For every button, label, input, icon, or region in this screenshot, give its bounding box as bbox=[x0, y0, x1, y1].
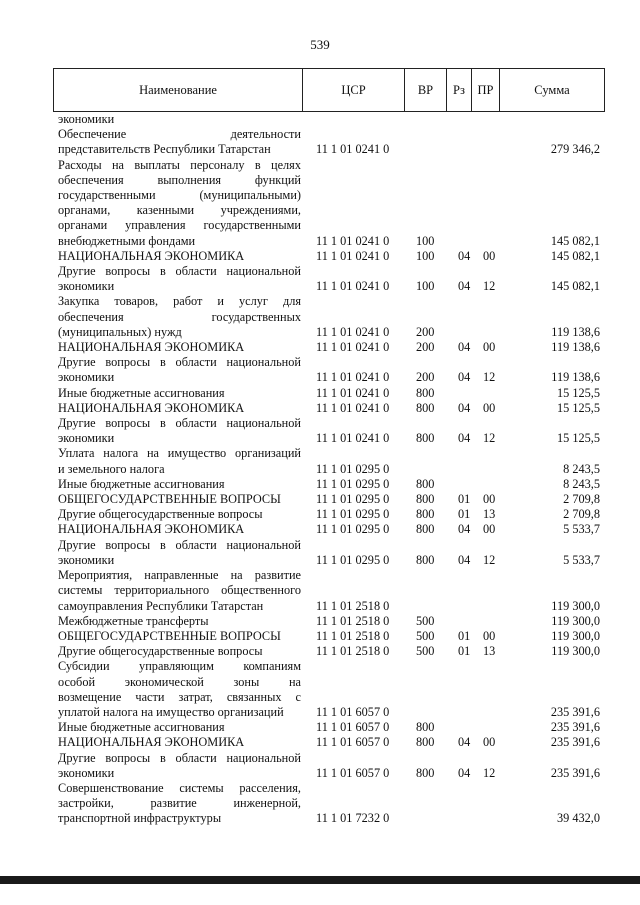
row-rz: 01 bbox=[458, 644, 471, 659]
row-name-line: обеспечения государственных bbox=[58, 309, 301, 324]
row-rz: 01 bbox=[458, 492, 471, 507]
row-sum: 5 533,7 bbox=[563, 552, 600, 567]
row-vr: 100 bbox=[416, 233, 435, 248]
row-sum: 8 243,5 bbox=[563, 461, 600, 476]
row-sum: 39 432,0 bbox=[556, 811, 600, 826]
header-csr: ЦСР bbox=[303, 69, 405, 112]
row-csr: 11 1 01 0295 0 bbox=[316, 461, 390, 476]
row-name-line: НАЦИОНАЛЬНАЯ ЭКОНОМИКА bbox=[58, 522, 245, 537]
header-sum: Сумма bbox=[500, 69, 605, 112]
table-row bbox=[58, 401, 608, 416]
row-name-line: Другие общегосударственные вопросы bbox=[58, 644, 263, 659]
row-csr: 11 1 01 0295 0 bbox=[316, 552, 390, 567]
scan-edge-bar bbox=[0, 876, 640, 884]
table-row bbox=[58, 659, 608, 720]
row-name-line: обеспечения выполнения функций bbox=[58, 172, 301, 187]
row-name-line: Другие вопросы в области национальной bbox=[58, 355, 301, 370]
row-name bbox=[58, 568, 301, 614]
row-vr: 800 bbox=[416, 476, 435, 491]
row-vr: 100 bbox=[416, 248, 435, 263]
row-name-line: экономики bbox=[58, 431, 115, 446]
row-name bbox=[58, 112, 301, 127]
table-row bbox=[58, 416, 608, 446]
table-row bbox=[58, 386, 608, 401]
row-name bbox=[58, 629, 301, 644]
row-name-line: Уплата налога на имущество организаций bbox=[58, 446, 301, 461]
row-rz: 04 bbox=[458, 400, 471, 415]
row-name bbox=[58, 477, 301, 492]
row-name-line: органами управления государственными bbox=[58, 218, 301, 233]
row-rz: 04 bbox=[458, 279, 471, 294]
row-pr: 12 bbox=[483, 765, 496, 780]
row-name-line: Совершенствование системы расселения, bbox=[58, 780, 301, 795]
row-rz: 01 bbox=[458, 628, 471, 643]
table-row bbox=[58, 644, 608, 659]
row-vr: 800 bbox=[416, 552, 435, 567]
row-sum: 119 138,6 bbox=[551, 340, 600, 355]
table-row bbox=[58, 538, 608, 568]
header-pr: ПР bbox=[472, 69, 500, 112]
row-sum: 145 082,1 bbox=[550, 279, 600, 294]
table-body bbox=[58, 112, 608, 827]
row-pr: 00 bbox=[483, 492, 496, 507]
row-name-line: ОБЩЕГОСУДАРСТВЕННЫЕ ВОПРОСЫ bbox=[58, 492, 281, 507]
row-name-line: самоуправления Республики Татарстан bbox=[58, 598, 264, 613]
row-csr: 11 1 01 6057 0 bbox=[316, 704, 390, 719]
row-csr: 11 1 01 0295 0 bbox=[316, 492, 390, 507]
row-csr: 11 1 01 0241 0 bbox=[316, 400, 390, 415]
row-sum: 119 300,0 bbox=[551, 628, 600, 643]
row-name-line: Другие вопросы в области национальной bbox=[58, 416, 301, 431]
row-name-line: Закупка товаров, работ и услуг для bbox=[58, 294, 301, 309]
row-csr: 11 1 01 2518 0 bbox=[316, 598, 390, 613]
row-sum: 145 082,1 bbox=[550, 233, 600, 248]
row-name bbox=[58, 127, 301, 157]
row-vr: 200 bbox=[416, 370, 435, 385]
table-row bbox=[58, 720, 608, 735]
row-name bbox=[58, 751, 301, 781]
row-name bbox=[58, 355, 301, 385]
row-csr: 11 1 01 0241 0 bbox=[316, 340, 390, 355]
row-rz: 04 bbox=[458, 735, 471, 750]
table-row bbox=[58, 568, 608, 614]
row-name bbox=[58, 735, 301, 750]
row-pr: 12 bbox=[483, 552, 496, 567]
row-name bbox=[58, 659, 301, 720]
row-pr: 00 bbox=[483, 400, 496, 415]
row-name-line: Другие вопросы в области национальной bbox=[58, 750, 301, 765]
row-name bbox=[58, 781, 301, 827]
row-rz: 04 bbox=[458, 431, 471, 446]
row-name-line: экономики bbox=[58, 112, 115, 126]
row-rz: 04 bbox=[458, 248, 471, 263]
row-pr: 00 bbox=[483, 248, 496, 263]
row-pr: 00 bbox=[483, 735, 496, 750]
row-vr: 800 bbox=[416, 385, 435, 400]
row-pr: 12 bbox=[483, 370, 496, 385]
row-sum: 235 391,6 bbox=[550, 735, 600, 750]
row-name-line: возмещение части затрат, связанных с bbox=[58, 689, 301, 704]
row-pr: 12 bbox=[483, 431, 496, 446]
row-vr: 800 bbox=[416, 765, 435, 780]
row-name-line: Субсидии управляющим компаниям bbox=[58, 659, 301, 674]
row-csr: 11 1 01 0241 0 bbox=[316, 370, 390, 385]
table-row bbox=[58, 294, 608, 340]
row-sum: 119 138,6 bbox=[551, 324, 600, 339]
row-name-line: внебюджетными фондами bbox=[58, 233, 196, 248]
table-row bbox=[58, 446, 608, 476]
row-csr: 11 1 01 6057 0 bbox=[316, 735, 390, 750]
row-sum: 119 300,0 bbox=[551, 613, 600, 628]
table-row bbox=[58, 522, 608, 537]
row-vr: 800 bbox=[416, 735, 435, 750]
row-vr: 200 bbox=[416, 324, 435, 339]
row-csr: 11 1 01 0241 0 bbox=[316, 431, 390, 446]
row-rz: 04 bbox=[458, 340, 471, 355]
row-name bbox=[58, 644, 301, 659]
row-csr: 11 1 01 0295 0 bbox=[316, 522, 390, 537]
row-name bbox=[58, 249, 301, 264]
row-vr: 800 bbox=[416, 522, 435, 537]
row-rz: 04 bbox=[458, 370, 471, 385]
row-csr: 11 1 01 0295 0 bbox=[316, 476, 390, 491]
row-name-line: представительств Республики Татарстан bbox=[58, 142, 271, 157]
row-name-line: Иные бюджетные ассигнования bbox=[58, 385, 225, 400]
row-pr: 12 bbox=[483, 279, 496, 294]
row-name-line: Обеспечение деятельности bbox=[58, 127, 301, 142]
row-sum: 5 533,7 bbox=[563, 522, 600, 537]
table-row bbox=[58, 492, 608, 507]
row-name bbox=[58, 507, 301, 522]
row-name bbox=[58, 340, 301, 355]
table-row bbox=[58, 112, 608, 127]
row-name-line: особой экономической зоны на bbox=[58, 674, 301, 689]
table-row bbox=[58, 340, 608, 355]
row-sum: 15 125,5 bbox=[556, 385, 600, 400]
row-name bbox=[58, 720, 301, 735]
row-sum: 279 346,2 bbox=[550, 142, 600, 157]
row-csr: 11 1 01 2518 0 bbox=[316, 613, 390, 628]
row-pr: 00 bbox=[483, 340, 496, 355]
row-pr: 00 bbox=[483, 522, 496, 537]
row-vr: 800 bbox=[416, 720, 435, 735]
row-pr: 13 bbox=[483, 644, 496, 659]
row-name-line: транспортной инфраструктуры bbox=[58, 811, 222, 826]
row-name bbox=[58, 492, 301, 507]
row-sum: 8 243,5 bbox=[563, 476, 600, 491]
row-name-line: уплатой налога на имущество организаций bbox=[58, 704, 284, 719]
header-name: Наименование bbox=[54, 69, 303, 112]
row-vr: 800 bbox=[416, 431, 435, 446]
row-vr: 800 bbox=[416, 492, 435, 507]
row-name-line: экономики bbox=[58, 370, 115, 385]
row-name-line: НАЦИОНАЛЬНАЯ ЭКОНОМИКА bbox=[58, 340, 245, 355]
row-name-line: НАЦИОНАЛЬНАЯ ЭКОНОМИКА bbox=[58, 400, 245, 415]
row-name-line: Расходы на выплаты персоналу в целях bbox=[58, 157, 301, 172]
header-rz: Рз bbox=[447, 69, 472, 112]
row-name-line: НАЦИОНАЛЬНАЯ ЭКОНОМИКА bbox=[58, 248, 245, 263]
table-row bbox=[58, 127, 608, 157]
row-name-line: (муниципальных) нужд bbox=[58, 324, 182, 339]
row-csr: 11 1 01 0241 0 bbox=[316, 385, 390, 400]
table-row bbox=[58, 477, 608, 492]
row-csr: 11 1 01 0295 0 bbox=[316, 507, 390, 522]
row-pr: 00 bbox=[483, 628, 496, 643]
row-name-line: системы территориального общественного bbox=[58, 583, 301, 598]
row-vr: 100 bbox=[416, 279, 435, 294]
row-sum: 119 300,0 bbox=[551, 598, 600, 613]
row-name-line: Мероприятия, направленные на развитие bbox=[58, 568, 301, 583]
row-name-line: застройки, развитие инженерной, bbox=[58, 796, 301, 811]
row-sum: 2 709,8 bbox=[563, 492, 600, 507]
row-rz: 04 bbox=[458, 765, 471, 780]
row-name-line: органами, казенными учреждениями, bbox=[58, 203, 301, 218]
row-csr: 11 1 01 0241 0 bbox=[316, 248, 390, 263]
row-rz: 04 bbox=[458, 522, 471, 537]
row-csr: 11 1 01 6057 0 bbox=[316, 720, 390, 735]
table-row bbox=[58, 735, 608, 750]
row-csr: 11 1 01 0241 0 bbox=[316, 279, 390, 294]
row-name-line: экономики bbox=[58, 552, 115, 567]
row-vr: 500 bbox=[416, 644, 435, 659]
row-name bbox=[58, 386, 301, 401]
row-csr: 11 1 01 6057 0 bbox=[316, 765, 390, 780]
row-sum: 145 082,1 bbox=[550, 248, 600, 263]
row-vr: 800 bbox=[416, 507, 435, 522]
row-name bbox=[58, 401, 301, 416]
row-name bbox=[58, 522, 301, 537]
row-sum: 119 138,6 bbox=[551, 370, 600, 385]
row-sum: 119 300,0 bbox=[551, 644, 600, 659]
row-vr: 800 bbox=[416, 400, 435, 415]
row-name-line: и земельного налога bbox=[58, 461, 165, 476]
row-name-line: Иные бюджетные ассигнования bbox=[58, 476, 225, 491]
row-name bbox=[58, 614, 301, 629]
row-csr: 11 1 01 0241 0 bbox=[316, 324, 390, 339]
header-vr: ВР bbox=[405, 69, 447, 112]
table-row bbox=[58, 629, 608, 644]
row-vr: 500 bbox=[416, 613, 435, 628]
row-sum: 15 125,5 bbox=[556, 431, 600, 446]
row-pr: 13 bbox=[483, 507, 496, 522]
table-row bbox=[58, 355, 608, 385]
row-name-line: НАЦИОНАЛЬНАЯ ЭКОНОМИКА bbox=[58, 735, 245, 750]
row-name-line: Другие вопросы в области национальной bbox=[58, 537, 301, 552]
row-sum: 2 709,8 bbox=[563, 507, 600, 522]
row-name-line: экономики bbox=[58, 765, 115, 780]
row-name-line: Межбюджетные трансферты bbox=[58, 613, 209, 628]
row-vr: 500 bbox=[416, 628, 435, 643]
row-csr: 11 1 01 2518 0 bbox=[316, 628, 390, 643]
row-rz: 04 bbox=[458, 552, 471, 567]
row-name bbox=[58, 264, 301, 294]
row-name-line: Другие вопросы в области национальной bbox=[58, 264, 301, 279]
row-name bbox=[58, 446, 301, 476]
row-rz: 01 bbox=[458, 507, 471, 522]
row-name-line: Другие общегосударственные вопросы bbox=[58, 507, 263, 522]
row-sum: 15 125,5 bbox=[556, 400, 600, 415]
row-csr: 11 1 01 2518 0 bbox=[316, 644, 390, 659]
table-row bbox=[58, 751, 608, 781]
table-row bbox=[58, 158, 608, 249]
row-name bbox=[58, 158, 301, 249]
row-name-line: ОБЩЕГОСУДАРСТВЕННЫЕ ВОПРОСЫ bbox=[58, 628, 281, 643]
table-header bbox=[53, 68, 605, 112]
page-number: 539 bbox=[310, 37, 330, 52]
table-row bbox=[58, 614, 608, 629]
row-name-line: Иные бюджетные ассигнования bbox=[58, 720, 225, 735]
table-row bbox=[58, 781, 608, 827]
row-name-line: экономики bbox=[58, 279, 115, 294]
table-row bbox=[58, 264, 608, 294]
table-row bbox=[58, 507, 608, 522]
row-name bbox=[58, 294, 301, 340]
row-csr: 11 1 01 7232 0 bbox=[316, 811, 390, 826]
row-name bbox=[58, 416, 301, 446]
row-sum: 235 391,6 bbox=[550, 720, 600, 735]
table-row bbox=[58, 249, 608, 264]
row-name bbox=[58, 538, 301, 568]
row-csr: 11 1 01 0241 0 bbox=[316, 233, 390, 248]
row-sum: 235 391,6 bbox=[550, 765, 600, 780]
row-sum: 235 391,6 bbox=[550, 704, 600, 719]
row-name-line: государственными (муниципальными) bbox=[58, 188, 301, 203]
row-csr: 11 1 01 0241 0 bbox=[316, 142, 390, 157]
row-vr: 200 bbox=[416, 340, 435, 355]
